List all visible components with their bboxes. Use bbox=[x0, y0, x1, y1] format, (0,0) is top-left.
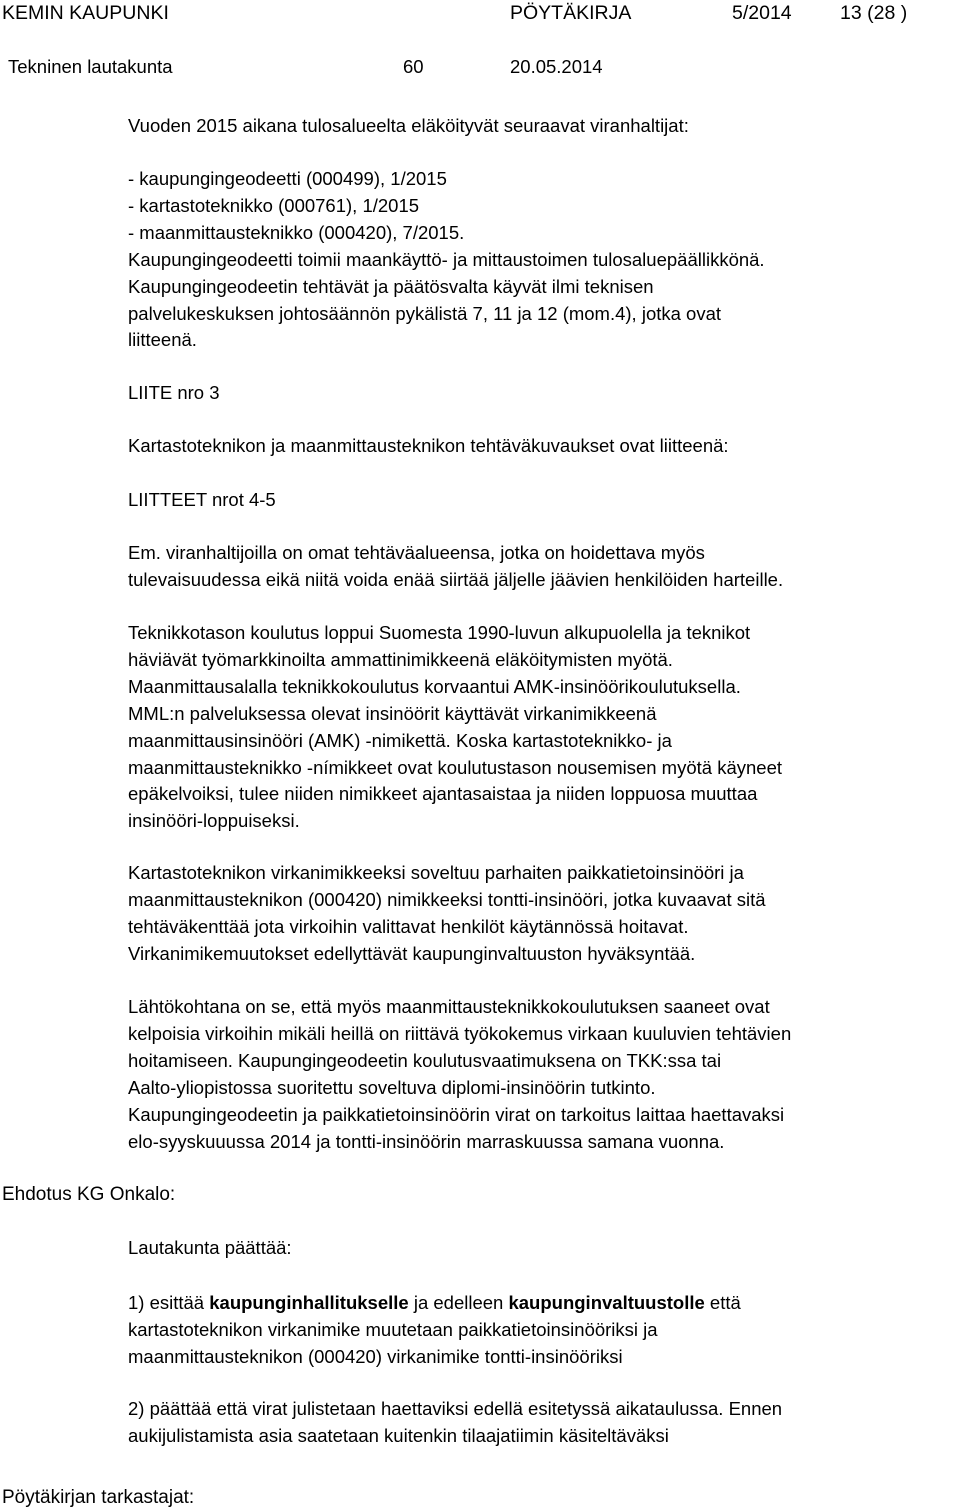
intro-paragraph: Vuoden 2015 aikana tulosalueelta eläköityvät seuraavat viranhaltijat: bbox=[128, 115, 689, 136]
board-name: Tekninen lautakunta bbox=[8, 56, 173, 77]
list-item: - kartastoteknikko (000761), 1/2015 bbox=[128, 194, 420, 216]
qualifications-paragraph: Lähtökohtana on se, että myös maanmittausteknikkokoulutuksen saaneet ovat kelpoisia virkoihin mikäli heillä on riittävä työkokemus virkaan kuuluvien tehtävien hoitamiseen. Kaupungingeodeetin koulutusvaatimuksena on TKK:ssa tai Aalto-yliopistossa suoritettu soveltuva diplomi-insinöörin tutkinto. Kaupungingeodeetin ja paikkatietoinsinöörin virat on tarkoitus laittaa haettavaksi elo-syyskuuussa 2014 ja tontti-insinöörin marraskuussa samana vuonna. bbox=[128, 996, 792, 1152]
recipient-council: kaupunginvaltuustolle bbox=[508, 1292, 705, 1313]
retiree-list bbox=[128, 166, 765, 354]
decision-item-2: 2) päättää että virat julistetaan haettaviksi edellä esitetyssä aikataulussa. Ennen aukijulistamista asia saatetaan kuitenkin tilaajatiimin käsiteltäväksi bbox=[128, 1398, 783, 1446]
recipient-board: kaupunginhallitukselle bbox=[209, 1292, 409, 1313]
paragraph-line: liitteenä. bbox=[128, 329, 197, 351]
duties-paragraph: Em. viranhaltijoilla on omat tehtäväalueensa, jotka on hoidettava myös tulevaisuudessa eikä niitä voida enää siirtää jäljelle jäävien henkilöiden harteille. bbox=[128, 542, 784, 590]
attachments-4-5-label: LIITTEET nrot 4-5 bbox=[128, 489, 276, 510]
doc-number: 5/2014 bbox=[732, 2, 792, 24]
job-descriptions-paragraph: Kartastoteknikon ja maanmittausteknikon tehtäväkuvaukset ovat liitteenä: bbox=[128, 435, 729, 456]
page-number: 13 (28 ) bbox=[840, 2, 908, 24]
meeting-date: 20.05.2014 bbox=[510, 56, 603, 77]
paragraph-line: palvelukeskuksen johtosäännön pykälistä 7, 11 ja 12 (mom.4), jotka ovat bbox=[128, 302, 722, 324]
doc-type: PÖYTÄKIRJA bbox=[510, 2, 632, 24]
paragraph-line: Kaupungingeodeetin tehtävät ja päätösvalta käyvät ilmi teknisen bbox=[128, 275, 654, 297]
paragraph-line: Kaupungingeodeetti toimii maankäyttö- ja mittaustoimen tulosaluepäällikkönä. bbox=[128, 248, 765, 270]
list-item: - kaupungingeodeetti (000499), 1/2015 bbox=[128, 168, 447, 189]
education-paragraph: Teknikkotason koulutus loppui Suomesta 1990-luvun alkupuolella ja teknikot häviävät työmarkkinoilta ammattinimikkeenä eläköitymisten myötä. Maanmittausalalla teknikkokoulutus korvaantui AMK-insinöörikoulutuksella. MML:n palveluksessa olevat insinöörit käyttävät virkanimikkeenä maanmittausinsinööri (AMK) -nimikettä. Koska kartastoteknikko- ja maanmittausteknikko -nímikkeet ovat koulutustason nousemisen myötä käyneet epäkelvoiksi, tulee niiden nimikkeet ajantasaistaa ja niiden loppuosa muuttaa insinööri-loppuiseksi. bbox=[128, 622, 782, 832]
proposal-label: Ehdotus KG Onkalo: bbox=[2, 1184, 176, 1205]
org-name: KEMIN KAUPUNKI bbox=[2, 2, 169, 24]
attachment-3-label: LIITE nro 3 bbox=[128, 382, 220, 403]
decision-item-1: 1) esittää kaupunginhallitukselle ja edelleen kaupunginvaltuustolle että kartastoteknikon virkanimike muutetaan paikkatietoinsinööriksi ja maanmittausteknikon (000420) virkanimike tontti-insinööriksi bbox=[128, 1292, 741, 1367]
section-number: 60 bbox=[403, 56, 424, 77]
list-item: - maanmittausteknikko (000420), 7/2015. bbox=[128, 221, 465, 243]
decision-heading: Lautakunta päättää: bbox=[128, 1237, 292, 1258]
reviewers-label: Pöytäkirjan tarkastajat: bbox=[2, 1487, 195, 1508]
title-change-paragraph: Kartastoteknikon virkanimikkeeksi soveltuu parhaiten paikkatietoinsinööri ja maanmittausteknikon (000420) nimikkeeksi tontti-insinööri, jotka kuvaavat sitä tehtäväkenttää jota virkoihin valittavat henkilöt käytännössä hoitavat. Virkanimikemuutokset edellyttävät kaupunginvaltuuston hyväksyntää. bbox=[128, 862, 766, 964]
